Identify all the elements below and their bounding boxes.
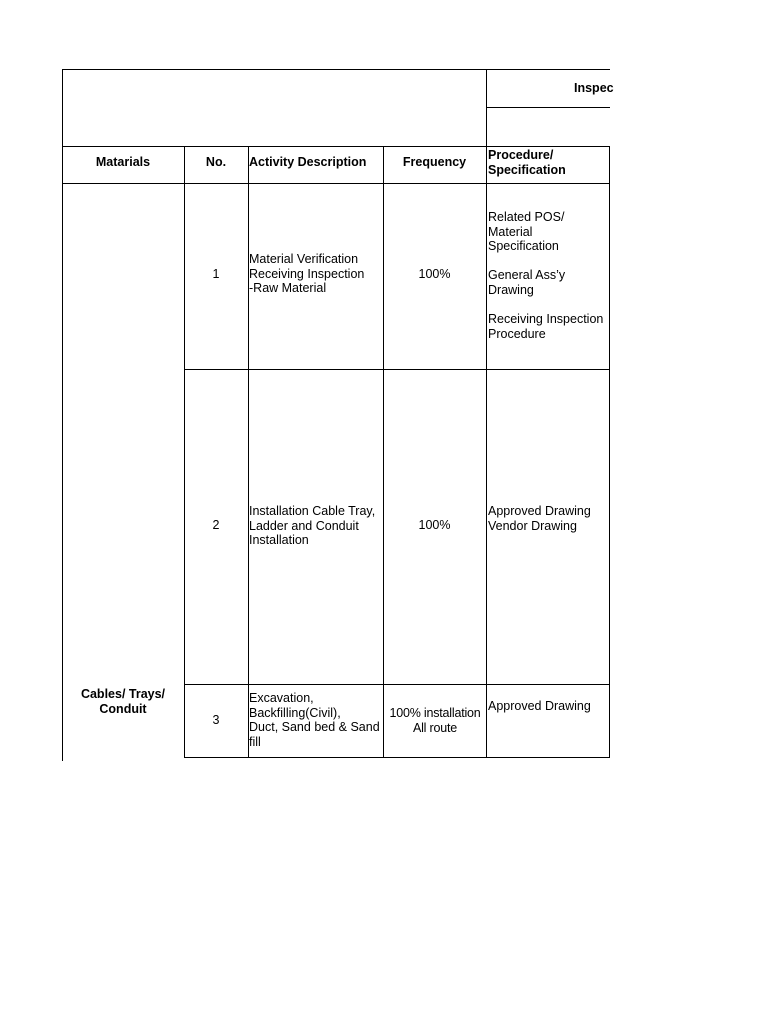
header-top-line — [62, 146, 610, 147]
row3-procedure: Approved Drawing — [488, 699, 591, 713]
header-procedure: Procedure/ Specification — [488, 148, 566, 177]
left-border — [62, 69, 63, 761]
inspection-title-cell — [486, 70, 614, 106]
row1-no: 1 — [212, 267, 220, 281]
col-divider-no — [184, 146, 185, 758]
row2-frequency: 100% — [418, 518, 451, 532]
header-activity: Activity Description — [249, 155, 367, 169]
row3-frequency: 100% installation All route — [389, 706, 481, 735]
row3-activity: Excavation, Backfilling(Civil), Duct, Sand bed & Sand fill — [249, 691, 380, 749]
col-divider-procedure — [486, 69, 487, 758]
material-group-label: Cables/ Trays/ Conduit — [80, 687, 166, 716]
col-divider-frequency — [383, 146, 384, 758]
header-materials: Matarials — [95, 155, 151, 169]
row1-procedure: Related POS/ Material Specification General Ass’y Drawing Receiving Inspection Procedure — [488, 210, 604, 341]
row1-frequency: 100% — [418, 267, 451, 281]
col-divider-activity — [248, 146, 249, 758]
header-frequency: Frequency — [402, 155, 467, 169]
row2-activity: Installation Cable Tray, Ladder and Conduit Installation — [249, 504, 376, 548]
inspection-title: Inspec — [574, 81, 614, 95]
row1-activity: Material Verification Receiving Inspection -Raw Material — [249, 252, 365, 296]
row3-no: 3 — [212, 713, 220, 727]
inspection-divider — [486, 107, 610, 108]
right-border — [609, 146, 610, 758]
row2-procedure: Approved Drawing Vendor Drawing — [488, 504, 591, 533]
row2-no: 2 — [212, 518, 220, 532]
header-no: No. — [205, 155, 227, 169]
header-bottom-line — [62, 183, 610, 184]
